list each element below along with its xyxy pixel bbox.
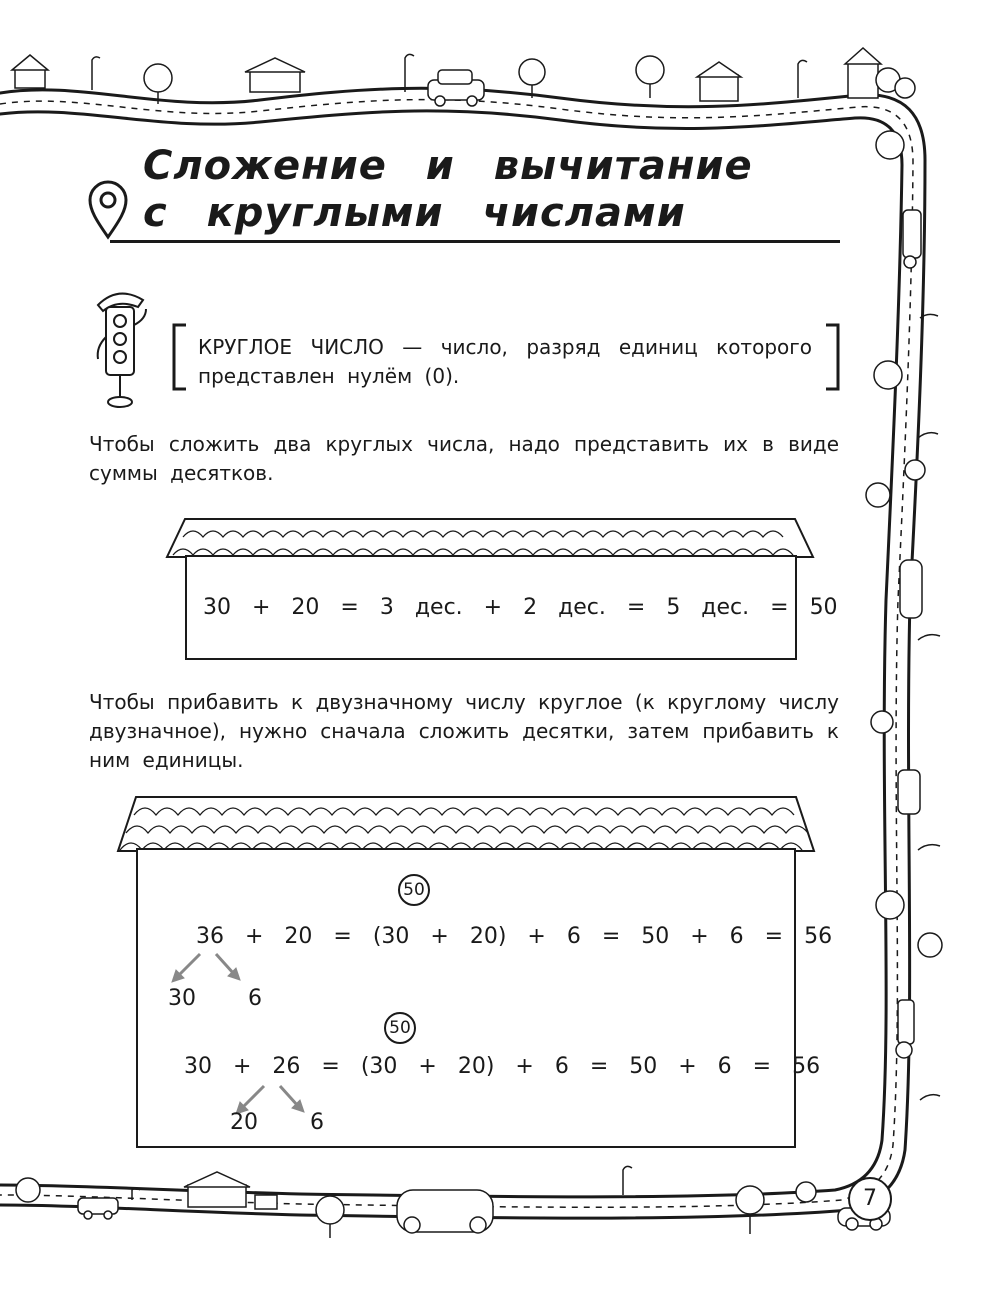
example-2-equation: 36 + 20 = (30 + 20) + 6 = 50 + 6 = 56	[196, 924, 833, 949]
traffic-light-character-icon	[88, 285, 158, 410]
definition-text: КРУГЛОЕ ЧИСЛО — число, разряд единиц которого представлен нулём (0).	[198, 335, 812, 388]
page-title-line-1: Сложение и вычитание	[143, 143, 753, 189]
page-number: 7	[848, 1177, 892, 1221]
tree-icon	[16, 1178, 40, 1202]
car-icon	[903, 210, 921, 268]
lamp-post-icon	[623, 1166, 632, 1195]
lamp-post-icon	[405, 54, 414, 92]
lamp-post-icon	[92, 57, 100, 90]
car-icon	[78, 1198, 118, 1219]
example-3-split-tens: 20	[230, 1110, 258, 1135]
example-2-tens-circle: 50	[398, 874, 430, 906]
example-3-tens-circle: 50	[384, 1012, 416, 1044]
example-2-split-arrows	[168, 950, 248, 984]
rule-two-digit-text: Чтобы прибавить к двузначному числу круглое (к круглому числу двузначное), нужно сначала сложить десятки, затем прибавить к ним единицы.	[89, 690, 839, 772]
example-2-box	[136, 848, 833, 1148]
tree-icon	[636, 56, 664, 98]
rule-addition-text: Чтобы сложить два круглых числа, надо представить их в виде суммы десятков.	[89, 432, 839, 485]
example-1-equation: 30 + 20 = 3 дес. + 2 дес. = 5 дес. = 50	[203, 595, 838, 620]
tree-icon	[796, 1182, 816, 1202]
example-3-split-units: 6	[310, 1110, 324, 1135]
tree-icon	[316, 1196, 344, 1238]
example-2-split-tens: 30	[168, 986, 196, 1011]
tree-icon	[871, 711, 893, 733]
tree-icon	[736, 1186, 764, 1234]
location-pin-icon	[88, 180, 128, 240]
house-icon	[245, 58, 305, 92]
example-3-equation: 30 + 26 = (30 + 20) + 6 = 50 + 6 = 56	[184, 1054, 821, 1079]
lamp-post-icon	[918, 433, 938, 438]
lamp-post-icon	[798, 60, 807, 98]
page-title-line-2: с круглыми числами	[143, 190, 686, 236]
example-2-split-units: 6	[248, 986, 262, 1011]
car-icon	[900, 560, 922, 618]
lamp-post-icon	[918, 635, 940, 640]
roof-icon	[116, 795, 816, 853]
house-icon	[12, 55, 48, 88]
car-icon	[896, 1000, 914, 1058]
lamp-post-icon	[920, 1095, 940, 1100]
house-icon	[255, 1195, 277, 1209]
lamp-post-icon	[918, 845, 940, 850]
example-1-box	[185, 555, 838, 660]
house-icon	[184, 1172, 250, 1207]
roof-icon	[165, 517, 815, 559]
tree-icon	[874, 361, 902, 389]
tree-icon	[876, 131, 904, 159]
car-icon	[898, 770, 920, 814]
house-icon	[697, 62, 741, 101]
tree-icon	[876, 68, 915, 98]
bus-icon	[397, 1190, 493, 1233]
house-icon	[845, 48, 881, 98]
car-icon	[428, 70, 484, 106]
title-underline	[110, 240, 840, 243]
